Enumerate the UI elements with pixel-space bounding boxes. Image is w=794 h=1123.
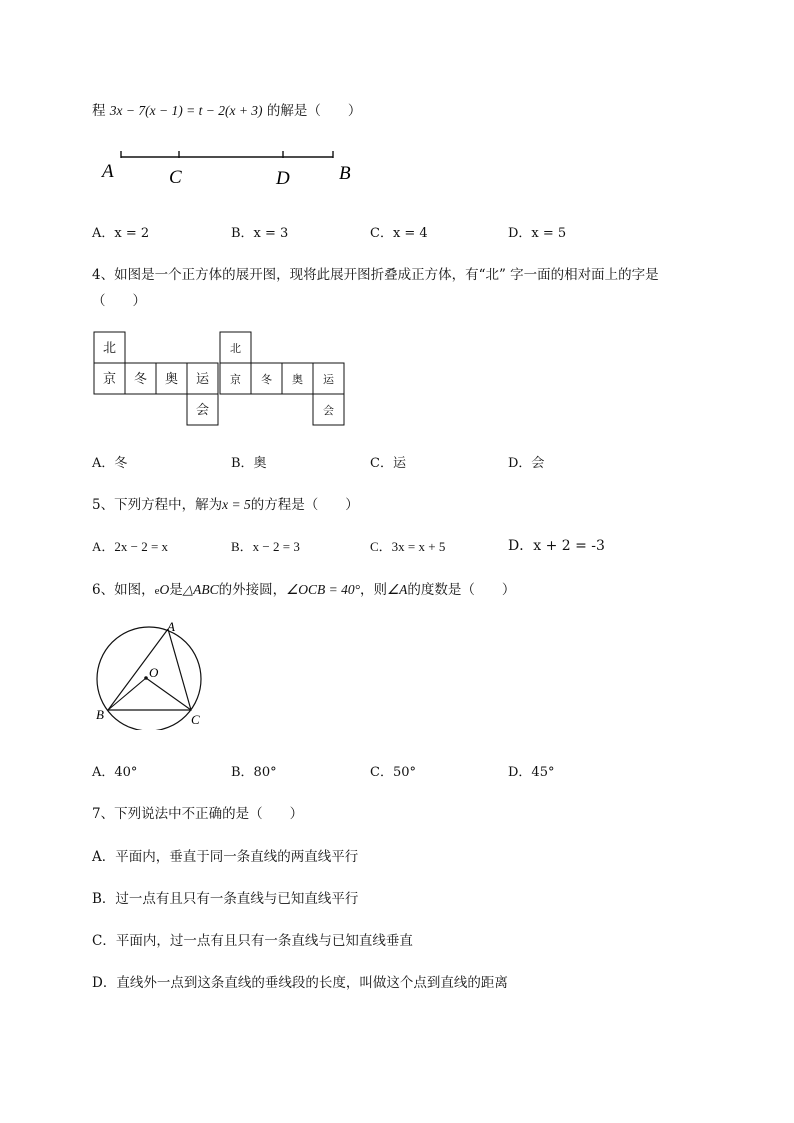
center-O-label: O [149,665,159,680]
q5-stem: 5、下列方程中，解为x = 5的方程是（ ） [92,497,359,513]
net2-jing: 京 [230,373,241,386]
q5-option-a: A．2x − 2 = x [92,539,169,554]
net1-dong: 冬 [133,372,148,387]
point-C-label: C [169,167,182,188]
segment-figure [95,145,365,190]
point-A-label: A [102,161,114,182]
net2-ao: 奥 [292,373,303,386]
net1-bei: 北 [102,341,117,356]
vertex-A-label: A [167,619,175,634]
q3-option-b: B．x = 3 [231,226,289,241]
q6-option-d: D．45° [508,765,555,780]
q3-option-c: C．x = 4 [370,226,428,241]
circle-symbol: e [154,585,160,597]
q4-option-c: C．运 [370,456,406,471]
net2-dong: 冬 [261,373,272,386]
cube-net-figure [90,328,350,428]
q3-equation: 3x − 7(x − 1) = t − 2(x + 3) [109,103,263,118]
q7-option-a: A．平面内，垂直于同一条直线的两直线平行 [92,849,359,865]
q4-option-d: D．会 [508,456,545,471]
net2-hui: 会 [323,404,334,417]
net1-hui: 会 [195,403,210,418]
net2-yun: 运 [323,373,334,386]
q7-option-c: C．平面内，过一点有且只有一条直线与已知直线垂直 [92,933,413,949]
q4-stem: 4、如图是一个正方体的展开图，现将此展开图折叠成正方体，有“北” 字一面的相对面上的字是 [92,267,659,283]
q5-option-b: B．x − 2 = 3 [231,539,300,554]
vertex-B-label: B [96,707,104,722]
net2-bei: 北 [230,342,241,355]
point-B-label: B [339,163,351,184]
circle-triangle-figure [88,615,218,730]
q3-option-d: D．x = 5 [508,226,567,241]
q4-blank: （ ） [92,293,146,309]
vertex-C-label: C [191,712,200,727]
q7-option-b: B．过一点有且只有一条直线与已知直线平行 [92,891,359,907]
q3-option-a: A．x = 2 [92,226,150,241]
point-D-label: D [276,168,290,189]
q6-stem: 6、如图，eO是△ABC的外接圆，∠OCB = 40°，则∠A的度数是（ ） [92,582,516,598]
q5-option-c: C．3x = x + 5 [370,539,446,554]
q3-stem: 程 3x − 7(x − 1) = t − 2(x + 3) 的解是（ ） [92,103,362,119]
q4-option-b: B．奥 [231,456,267,471]
q7-option-d: D．直线外一点到这条直线的垂线段的长度，叫做这个点到直线的距离 [92,975,508,991]
net1-ao: 奥 [164,372,179,387]
q4-option-a: A．冬 [92,456,128,471]
net1-jing: 京 [102,372,117,387]
q6-option-c: C．50° [370,765,416,780]
q7-stem: 7、下列说法中不正确的是（ ） [92,806,304,822]
net1-yun: 运 [195,372,210,387]
q6-option-b: B．80° [231,765,277,780]
q5-option-d: D．x + 2 = -3 [508,538,605,554]
q6-option-a: A．40° [92,765,138,780]
